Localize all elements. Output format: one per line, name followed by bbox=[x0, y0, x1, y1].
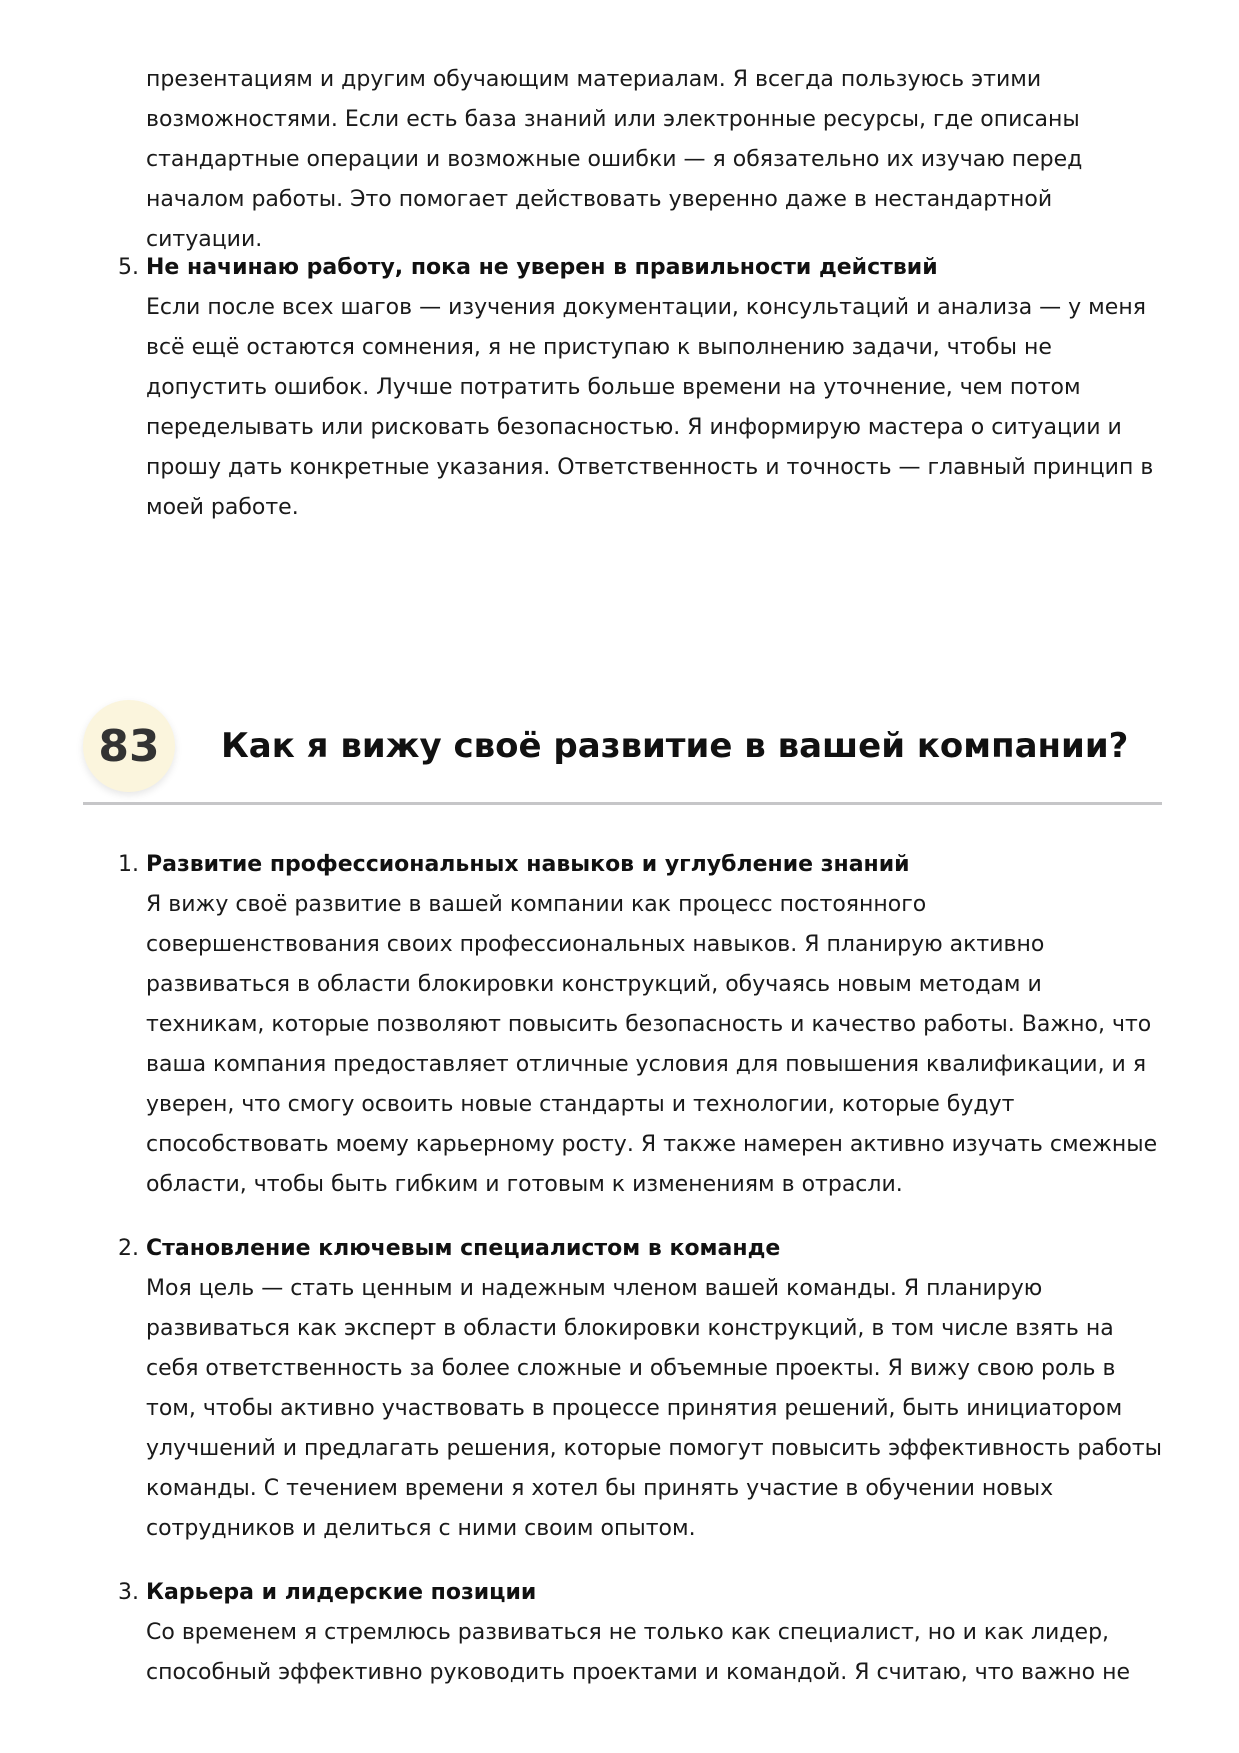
list-item-number: 5. bbox=[118, 255, 139, 280]
list-item-number: 1. bbox=[118, 852, 139, 877]
list-item-text: Если после всех шагов — изучения документации, консультаций и анализа — у меня всё ещё остаются сомнения, я не приступаю к выполнению задачи, чтобы не допустить ошибок. Лучше потратить больше времени на уточнение, чем потом переделывать или рисковать безопасностью. Я информирую мастера о ситуации и прошу дать конкретные указания. Ответственность и точность — главный принцип в моей работе. bbox=[146, 295, 1154, 520]
list-item-title: Становление ключевым специалистом в команде bbox=[146, 1236, 781, 1261]
section-title: Как я вижу своё развитие в вашей компании? bbox=[221, 726, 1129, 766]
list-item-text: Я вижу своё развитие в вашей компании как процесс постоянного совершенствования своих профессиональных навыков. Я планирую активно развиваться в области блокировки конструкций, обучаясь новым методам и техникам, которые позволяют повысить безопасность и качество работы. Важно, что ваша компания предоставляет отличные условия для повышения квалификации, и я уверен, что смогу освоить новые стандарты и технологии, которые будут способствовать моему карьерному росту. Я также намерен активно изучать смежные области, чтобы быть гибким и готовым к изменениям в отрасли. bbox=[146, 892, 1158, 1197]
section-header bbox=[83, 700, 1162, 804]
list-item-number: 3. bbox=[118, 1580, 139, 1605]
list-item-title: Развитие профессиональных навыков и углубление знаний bbox=[146, 852, 910, 877]
list-item-title: Не начинаю работу, пока не уверен в правильности действий bbox=[146, 255, 938, 280]
list-item bbox=[118, 1573, 1166, 1693]
list-item bbox=[118, 845, 1166, 1205]
list-item-title: Карьера и лидерские позиции bbox=[146, 1580, 537, 1605]
list-item-text: Моя цель — стать ценным и надежным членом вашей команды. Я планирую развиваться как эксперт в области блокировки конструкций, в том числе взять на себя ответственность за более сложные и объемные проекты. Я вижу свою роль в том, чтобы активно участвовать в процессе принятия решений, быть инициатором улучшений и предлагать решения, которые помогут повысить эффективность работы команды. С течением времени я хотел бы принять участие в обучении новых сотрудников и делиться с ними своим опытом. bbox=[146, 1276, 1163, 1541]
intro-paragraph: презентациям и другим обучающим материалам. Я всегда пользуюсь этими возможностями. Если есть база знаний или электронные ресурсы, где описаны стандартные операции и возможные ошибки — я обязательно их изучаю перед началом работы. Это помогает действовать уверенно даже в нестандартной ситуации. bbox=[146, 67, 1083, 252]
section-divider bbox=[83, 802, 1162, 805]
section-number-badge: 83 bbox=[83, 700, 175, 792]
list-item-number: 2. bbox=[118, 1236, 139, 1261]
list-item bbox=[118, 248, 1166, 528]
list-item bbox=[118, 1229, 1166, 1549]
list-item-text: Со временем я стремлюсь развиваться не только как специалист, но и как лидер, способный эффективно руководить проектами и командой. Я считаю, что важно не bbox=[146, 1620, 1131, 1685]
